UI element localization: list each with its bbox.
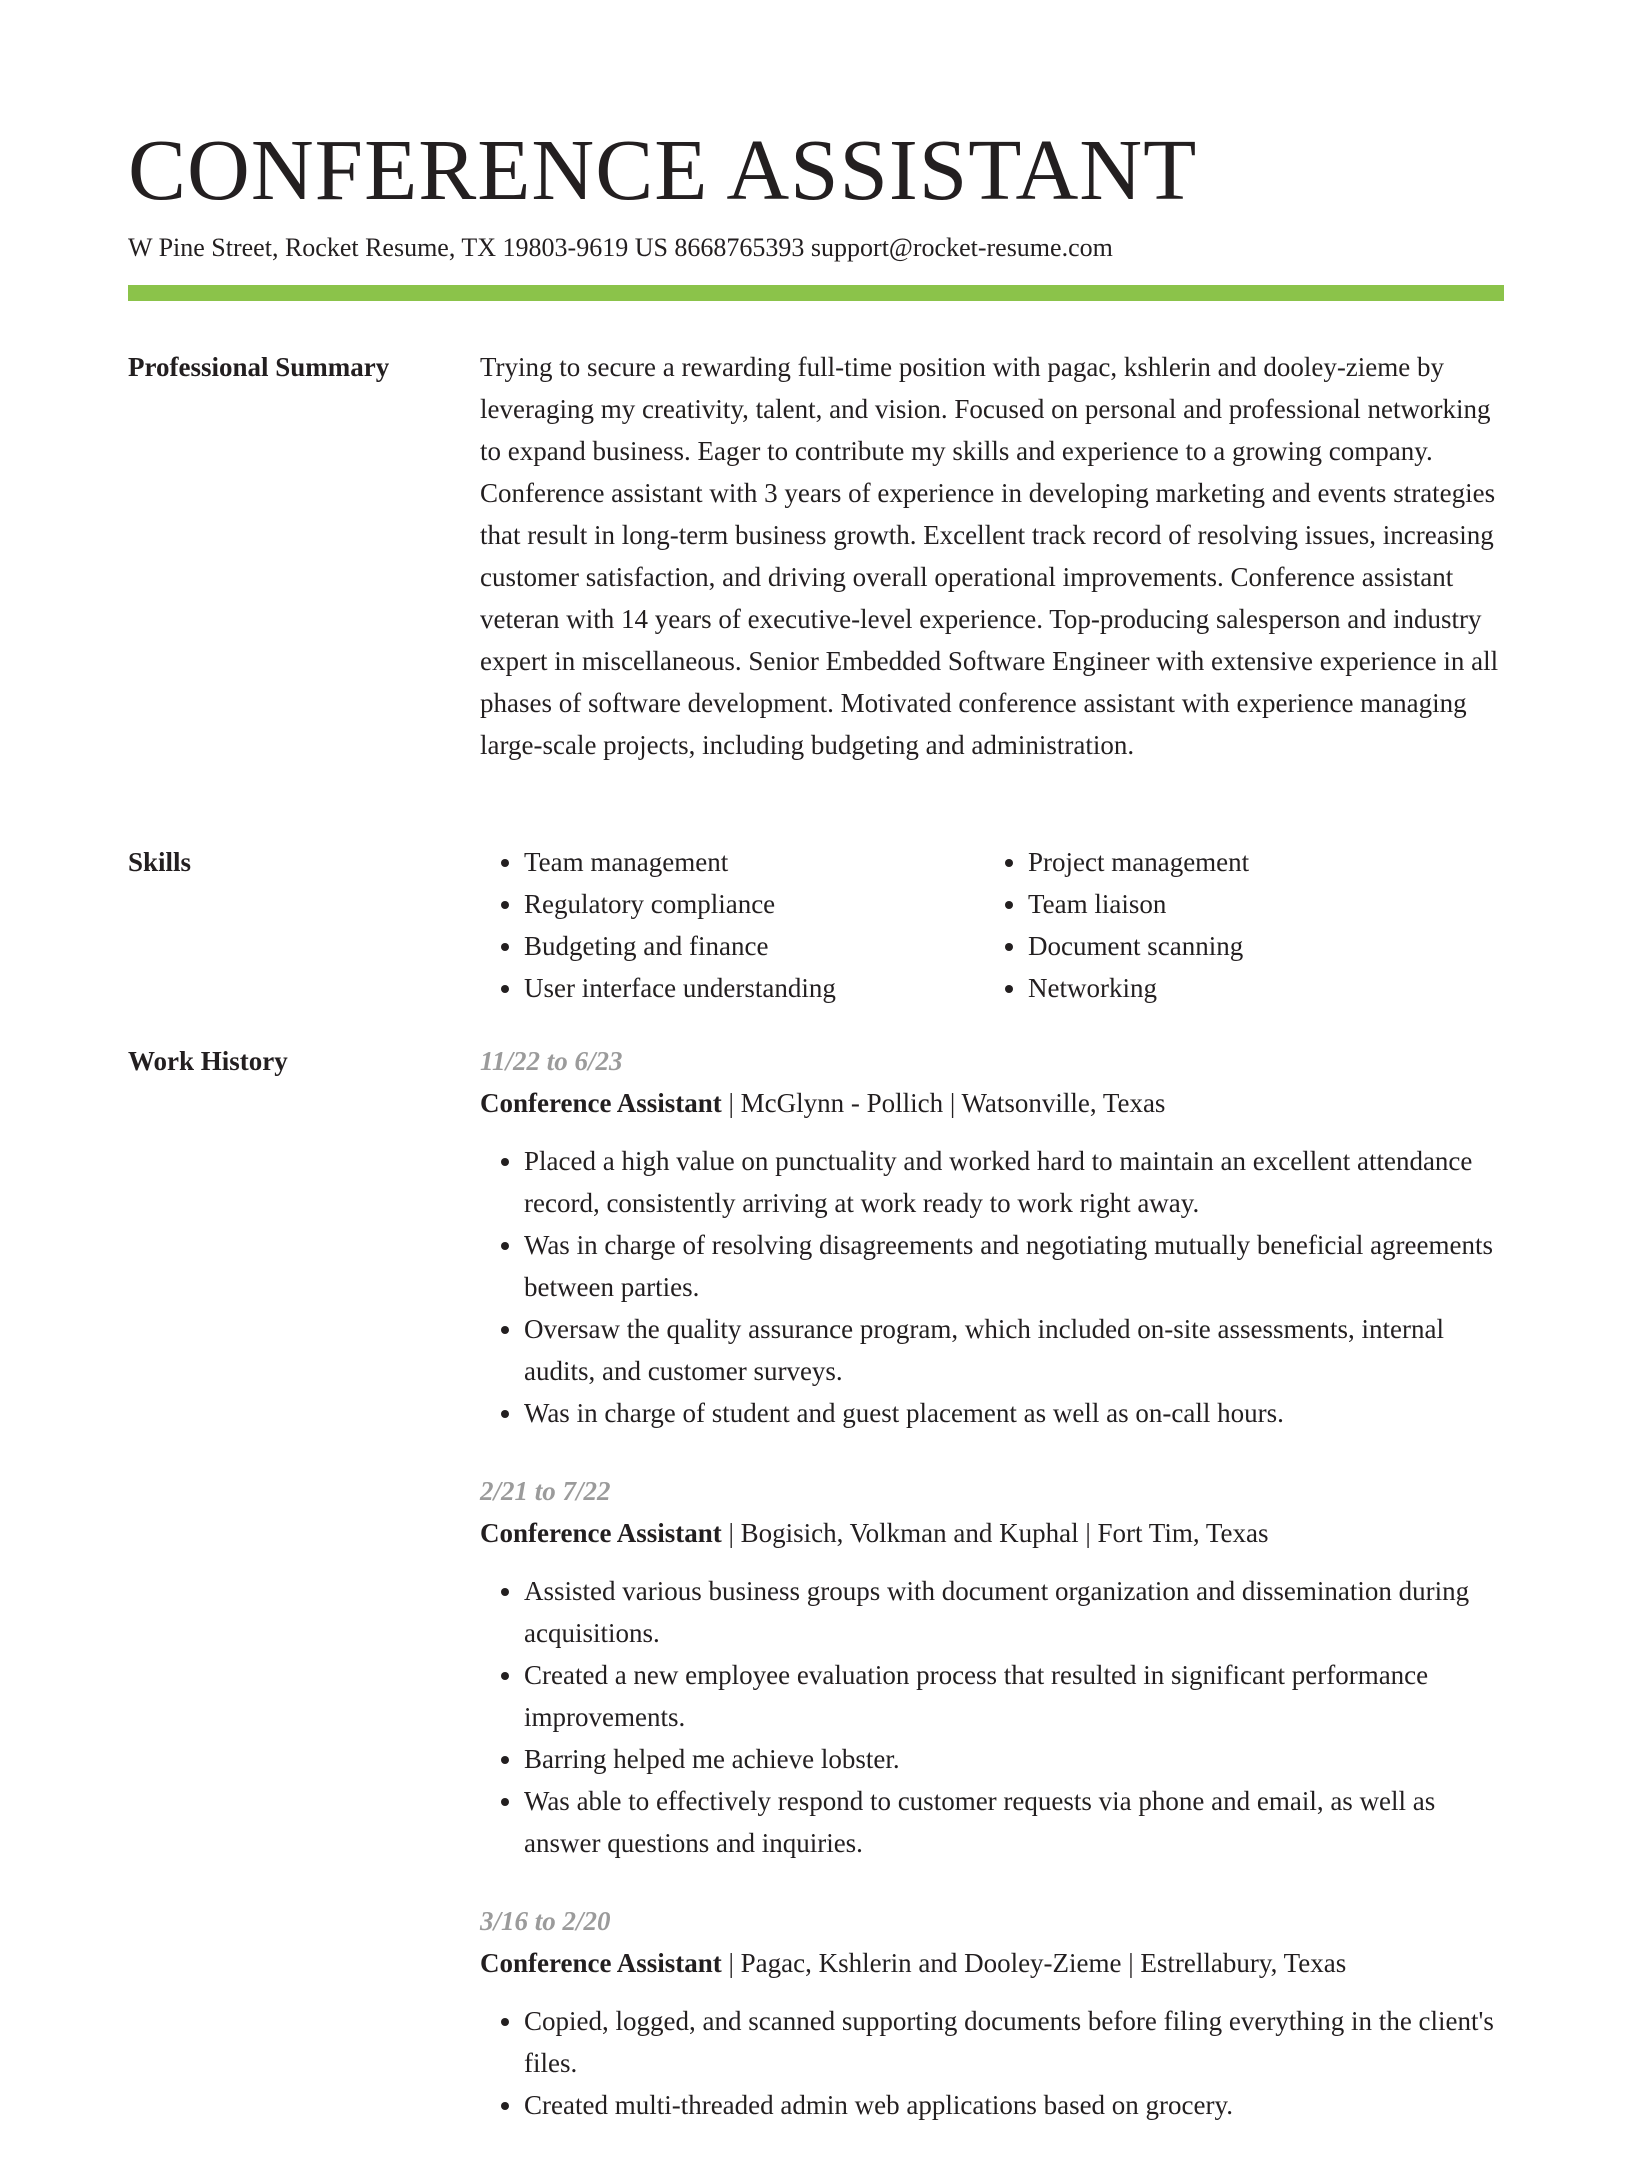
skill-item: • Team management — [524, 841, 984, 883]
contact-line: W Pine Street, Rocket Resume, TX 19803-9619 US 8668765393 support@rocket-resume.com — [128, 233, 1113, 262]
job-bullets — [480, 2000, 1506, 2126]
job-bullet: • Oversaw the quality assurance program, which included on-site assessments, internal audits, and customer surveys. — [524, 1308, 1506, 1392]
job-heading — [480, 1082, 1506, 1124]
header-divider — [128, 285, 1504, 301]
job-bullets — [480, 1570, 1506, 1864]
job-bullet: • Assisted various business groups with document organization and dissemination during acquisitions. — [524, 1570, 1506, 1654]
skill-item: • Regulatory compliance — [524, 883, 984, 925]
skill-item: • Project management — [1028, 841, 1488, 883]
job-employer-location: | McGlynn - Pollich | Watsonville, Texas — [721, 1088, 1166, 1118]
job-bullet: • Copied, logged, and scanned supporting documents before filing everything in the client's files. — [524, 2000, 1506, 2084]
job-title: Conference Assistant — [480, 1518, 722, 1548]
skill-item: • Team liaison — [1028, 883, 1488, 925]
summary-heading: Professional Summary — [128, 352, 390, 382]
job-heading — [480, 1512, 1506, 1554]
job-bullets — [480, 1140, 1506, 1434]
job-bullet: • Was in charge of student and guest placement as well as on-call hours. — [524, 1392, 1506, 1434]
skill-item: • Document scanning — [1028, 925, 1488, 967]
job-bullet: • Was able to effectively respond to customer requests via phone and email, as well as answer questions and inquiries. — [524, 1780, 1506, 1864]
skills-list-right — [984, 841, 1488, 1009]
job-bullet: • Was in charge of resolving disagreements and negotiating mutually beneficial agreements between parties. — [524, 1224, 1506, 1308]
skills-list-left — [480, 841, 984, 1009]
job-employer-location: | Pagac, Kshlerin and Dooley-Zieme | Estrellabury, Texas — [721, 1948, 1347, 1978]
work-history-heading: Work History — [128, 1046, 288, 1076]
skill-item: • Budgeting and finance — [524, 925, 984, 967]
job-dates: 11/22 to 6/23 — [480, 1046, 623, 1076]
skill-item: • User interface understanding — [524, 967, 984, 1009]
job-bullet: • Created a new employee evaluation process that resulted in significant performance improvements. — [524, 1654, 1506, 1738]
resume-name: CONFERENCE ASSISTANT — [128, 121, 1198, 218]
job-employer-location: | Bogisich, Volkman and Kuphal | Fort Tim, Texas — [721, 1518, 1269, 1548]
job-bullet: • Created multi-threaded admin web applications based on grocery. — [524, 2084, 1506, 2126]
job-entry — [480, 1900, 1506, 2126]
job-dates: 2/21 to 7/22 — [480, 1476, 611, 1506]
skill-item: • Networking — [1028, 967, 1488, 1009]
job-entry — [480, 1470, 1506, 1864]
summary-text: Trying to secure a rewarding full-time position with pagac, kshlerin and dooley-zieme by leveraging my creativity, talent, and vision. Focused on personal and professional networking to expand business. Eager to contribute my skills and experience to a growing company. Conference assistant with 3 years of experience in developing marketing and events strategies that result in long-term business growth. Excellent track record of resolving issues, increasing customer satisfaction, and driving overall operational improvements. Conference assistant veteran with 14 years of executive-level experience. Top-producing salesperson and industry expert in miscellaneous. Senior Embedded Software Engineer with extensive experience in all phases of software development. Motivated conference assistant with experience managing large-scale projects, including budgeting and administration. — [480, 352, 1499, 760]
skills-heading: Skills — [128, 847, 192, 877]
job-title: Conference Assistant — [480, 1088, 722, 1118]
skills-grid — [480, 841, 1506, 1009]
job-title: Conference Assistant — [480, 1948, 722, 1978]
job-entry — [480, 1040, 1506, 1434]
job-heading — [480, 1942, 1506, 1984]
job-dates: 3/16 to 2/20 — [480, 1906, 611, 1936]
job-bullet: • Placed a high value on punctuality and worked hard to maintain an excellent attendance record, consistently arriving at work ready to work right away. — [524, 1140, 1506, 1224]
job-bullet: • Barring helped me achieve lobster. — [524, 1738, 1506, 1780]
